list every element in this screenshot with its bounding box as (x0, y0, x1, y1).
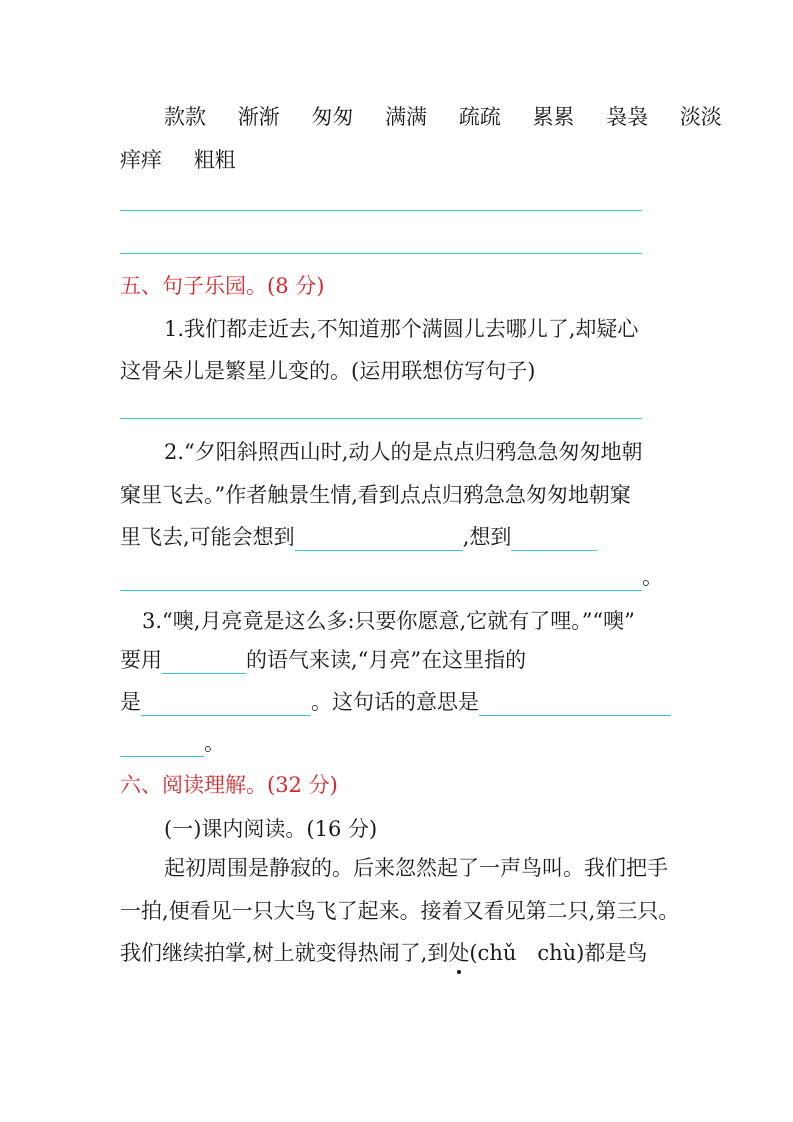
fill-blank[interactable] (141, 693, 311, 716)
section-6-title: 六、阅读理解。(32 分) (120, 773, 338, 797)
fill-blank[interactable] (295, 528, 463, 551)
word-list-row-2 (120, 146, 261, 174)
fill-blank[interactable] (479, 693, 671, 716)
section-5-title: 五、句子乐园。(8 分) (120, 274, 325, 298)
q3-line-4: 。 (120, 729, 225, 757)
q2-line-4: 。 (120, 563, 663, 591)
subsection-title: (一)课内阅读。(16 分) (164, 817, 378, 841)
q3-line-1: 3.“噢,月亮竟是这么多:只要你愿意,它就有了哩。”“噢” (142, 609, 635, 633)
answer-line (120, 418, 642, 419)
word: 款款 (164, 105, 206, 129)
word: 匆匆 (311, 105, 354, 129)
passage-line-1: 起初周围是静寂的。后来忽然起了一声鸟叫。我们把手 (164, 856, 668, 880)
word: 淡淡 (679, 105, 722, 129)
q3-line-2: 要用 的语气来读,“月亮”在这里指的 (120, 648, 527, 672)
fill-blank[interactable] (162, 651, 246, 674)
word: 痒痒 (120, 148, 162, 172)
q1-line-1: 1.我们都走近去,不知道那个满圆儿去哪儿了,却疑心 (164, 317, 639, 341)
dotted-character: 处 (448, 941, 470, 965)
word: 渐渐 (237, 105, 280, 129)
fill-blank[interactable] (511, 528, 597, 551)
passage-line-3: 我们继续拍掌,树上就变得热闹了,到处(chǔ chù)都是鸟 (120, 941, 648, 965)
answer-line (120, 210, 642, 211)
word: 袅袅 (606, 105, 649, 129)
word-list-row-1 (164, 103, 722, 131)
passage-line-2: 一拍,便看见一只大鸟飞了起来。接着又看见第二只,第三只。 (120, 899, 680, 923)
answer-line (120, 253, 642, 254)
fill-blank[interactable] (120, 568, 642, 591)
q3-line-3: 是 。这句话的意思是 (120, 688, 671, 716)
word: 粗粗 (193, 148, 236, 172)
word: 满满 (385, 105, 428, 129)
q2-line-1: 2.“夕阳斜照西山时,动人的是点点归鸦急急匆匆地朝 (164, 440, 643, 464)
word: 疏疏 (458, 105, 501, 129)
word: 累累 (532, 105, 575, 129)
q2-line-3: 里飞去,可能会想到 ,想到 (120, 523, 597, 551)
fill-blank[interactable] (120, 734, 204, 757)
q2-line-2: 窠里飞去。”作者触景生情,看到点点归鸦急急匆匆地朝窠 (120, 483, 631, 507)
q1-line-2: 这骨朵儿是繁星儿变的。(运用联想仿写句子) (120, 359, 536, 383)
